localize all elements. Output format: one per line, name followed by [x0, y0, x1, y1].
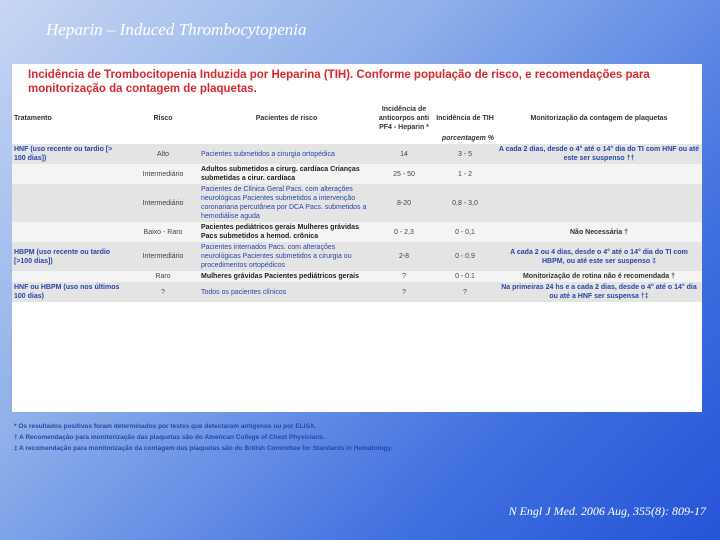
cell-tratamento	[12, 271, 127, 282]
footnote-accp: † A Recomendação para monitorização das plaquetas são do American College of Chest Physicians.	[14, 434, 325, 441]
cell-tih: 0,8 - 3,0	[452, 199, 478, 207]
cell-tih: 3 - 5	[457, 150, 472, 158]
cell-pacientes: Mulheres grávidas Pacientes pediátricos gerais	[201, 273, 359, 280]
cell-anticorpos: ?	[402, 288, 406, 296]
cell-tih: 0 - 0.9	[455, 253, 475, 260]
cell-tratamento: HNF ou HBPM (uso nos últimos 100 dias)	[14, 284, 120, 300]
header-row	[12, 104, 702, 133]
cell-tratamento	[12, 164, 127, 184]
header-anticorpos: Incidência de anticorpos anti PF4 - Heparin *	[378, 106, 430, 131]
cell-pacientes: Todos os pacientes clínicos	[201, 288, 287, 296]
cell-anticorpos: 2-8	[398, 253, 410, 260]
subheader-row	[12, 133, 702, 144]
header-tratamento: Tratamento	[14, 115, 52, 122]
table-row	[12, 164, 702, 184]
cell-risco: Intermediário	[142, 253, 184, 260]
cell-tih: 0 - 0,1	[455, 228, 475, 236]
table-row	[12, 184, 702, 222]
cell-tih: 0 - 0.1	[455, 273, 475, 280]
cell-monitorizacao: Monitorização de rotina não é recomendada †	[522, 273, 676, 280]
cell-pacientes: Pacientes submetidos a cirurgia ortopédica	[201, 150, 335, 158]
table-row	[12, 144, 702, 164]
cell-risco: Alto	[156, 150, 170, 158]
slide-title: Heparin – Induced Thrombocytopenia	[46, 20, 307, 39]
cell-pacientes: Adultos submetidos a cirurg. cardíaca Crianças submetidas a cirur. cardíaca	[201, 166, 360, 182]
cell-monitorizacao	[496, 184, 702, 222]
cell-anticorpos: 0 - 2,3	[394, 228, 414, 236]
cell-pacientes: Pacientes internados Pacs. com alterações neurológicas Pacientes submetidos a cirurgia ou procedimentos ortopédicos	[201, 244, 352, 269]
subheader-percent: porcentagem %	[441, 135, 494, 142]
table-row	[12, 282, 702, 302]
table-panel	[12, 64, 702, 412]
cell-tratamento	[12, 184, 127, 222]
table-row	[12, 222, 702, 242]
table-row	[12, 271, 702, 282]
table-title: Incidência de Trombocitopenia Induzida por Heparina (TIH). Conforme população de risco, e recomendações para monitorização da contagem de plaquetas.	[28, 69, 650, 95]
cell-tratamento	[12, 222, 127, 242]
cell-monitorizacao: Não Necessária †	[570, 228, 628, 236]
cell-risco: ?	[161, 288, 165, 296]
cell-monitorizacao: A cada 2 ou 4 dias, desde o 4° até o 14° dia do TI com HBPM, ou até este ser suspenso ‡	[510, 248, 688, 265]
cell-risco: Intermediário	[142, 199, 184, 207]
cell-pacientes: Pacientes de Clínica Geral Pacs. com alterações neurológicas Pacientes submetidos a intervenção coronariana percutânea por DCA Pacs. submetidos a hemodiálise aguda	[201, 186, 367, 220]
table-row	[12, 242, 702, 271]
cell-tih: 1 - 2	[457, 170, 472, 178]
cell-anticorpos: 8-20	[396, 199, 411, 207]
header-risco: Risco	[153, 115, 173, 122]
cell-tratamento: HNF (uso recente ou tardio [> 100 dias])	[14, 146, 113, 162]
footnote-bcsh: ‡ A recomendação para monitorização da contagem das plaquetas são do British Committee for Standards in Hematology.	[14, 445, 393, 452]
cell-risco: Baixo - Raro	[143, 228, 183, 236]
header-pacientes: Pacientes de risco	[255, 115, 318, 122]
incidence-table	[12, 104, 702, 302]
cell-monitorizacao: A cada 2 dias, desde o 4° até o 14° dia do TI com HNF ou até este ser suspenso ††	[498, 146, 700, 162]
cell-tratamento: HBPM (uso recente ou tardio [>100 dias])	[14, 248, 111, 265]
footnote-antibody: * Os resultados positivos foram determinados por testes que detectaram antígenos ou por ELISA.	[14, 423, 317, 430]
cell-monitorizacao	[496, 164, 702, 184]
header-monitorizacao: Monitorização da contagem de plaquetas	[530, 115, 668, 122]
citation: N Engl J Med. 2006 Aug, 355(8): 809-17	[508, 504, 706, 518]
cell-monitorizacao: Na primeiras 24 hs e a cada 2 dias, desde o 4° até o 14° dia ou até a HNF ser suspensa †‡	[501, 284, 697, 300]
cell-risco: Intermediário	[142, 170, 184, 178]
cell-anticorpos: ?	[402, 273, 406, 280]
cell-tih: ?	[463, 288, 467, 296]
header-tih: Incidência de TIH	[436, 115, 494, 122]
cell-anticorpos: 25 - 50	[393, 170, 415, 178]
cell-pacientes: Pacientes pediátricos gerais Mulheres grávidas Pacs submetidos a hemod. crônica	[201, 224, 359, 240]
cell-risco: Raro	[155, 273, 171, 280]
cell-anticorpos: 14	[400, 150, 408, 158]
